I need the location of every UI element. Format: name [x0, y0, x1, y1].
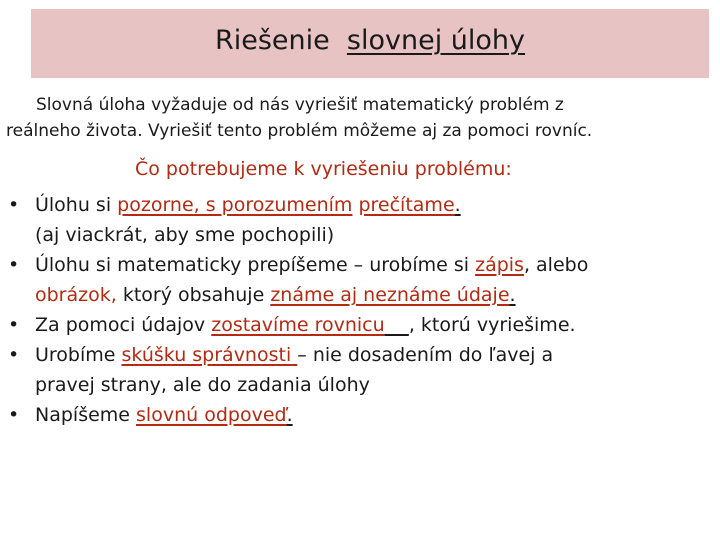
item-text: pravej strany, ale do zadania úlohy	[35, 374, 370, 396]
item-highlight: pozorne, s porozumením	[117, 194, 353, 216]
item-text: Napíšeme	[35, 404, 137, 426]
item-text: , ktorú vyriešime.	[408, 314, 576, 336]
steps-heading: Čo potrebujeme k vyriešeniu problému:	[135, 158, 512, 180]
item-text: Úlohu si matematicky prepíšeme – urobíme si	[35, 254, 476, 276]
intro-paragraph	[6, 92, 718, 144]
item-highlight: slovnú odpoveď	[136, 404, 287, 426]
item-text: .	[509, 284, 516, 306]
item-text: – nie dosadením do ľavej a	[297, 344, 554, 366]
intro-line-1: Slovná úloha vyžaduje od nás vyriešiť matematický problém z	[36, 95, 564, 115]
bullet-icon: •	[8, 254, 20, 276]
title-banner	[31, 9, 709, 78]
item-highlight: skúšku správnosti	[121, 344, 292, 366]
item-highlight: prečítame	[358, 194, 455, 216]
item-text: (aj viackrát, aby sme pochopili)	[35, 224, 335, 246]
item-text: .	[454, 194, 461, 216]
page-title	[31, 27, 709, 54]
item-text: ktorý obsahuje	[116, 284, 271, 306]
bullet-icon: •	[8, 344, 20, 366]
item-text: Za pomoci údajov	[35, 314, 212, 336]
bullet-icon: •	[8, 314, 20, 336]
bullet-icon: •	[8, 194, 20, 216]
title-part-2: slovnej úlohy	[346, 25, 526, 56]
item-highlight: zápis	[475, 254, 524, 276]
item-text	[385, 314, 409, 336]
item-text: Urobíme	[35, 344, 122, 366]
list-item	[0, 340, 720, 400]
steps-list	[0, 190, 720, 430]
intro-line-2: reálneho života. Vyriešiť tento problém môžeme aj za pomoci rovníc.	[6, 121, 593, 141]
item-highlight: obrázok,	[35, 284, 117, 306]
list-item	[0, 400, 720, 430]
title-part-1: Riešenie	[214, 25, 347, 56]
list-item	[0, 310, 720, 340]
item-highlight: zostavíme rovnicu	[211, 314, 385, 336]
bullet-icon: •	[8, 404, 20, 426]
list-item	[0, 250, 720, 310]
item-highlight: známe aj neznáme údaje	[270, 284, 510, 306]
list-item	[0, 190, 720, 250]
item-text: , alebo	[523, 254, 589, 276]
item-text: .	[286, 404, 293, 426]
item-text: Úlohu si	[35, 194, 118, 216]
